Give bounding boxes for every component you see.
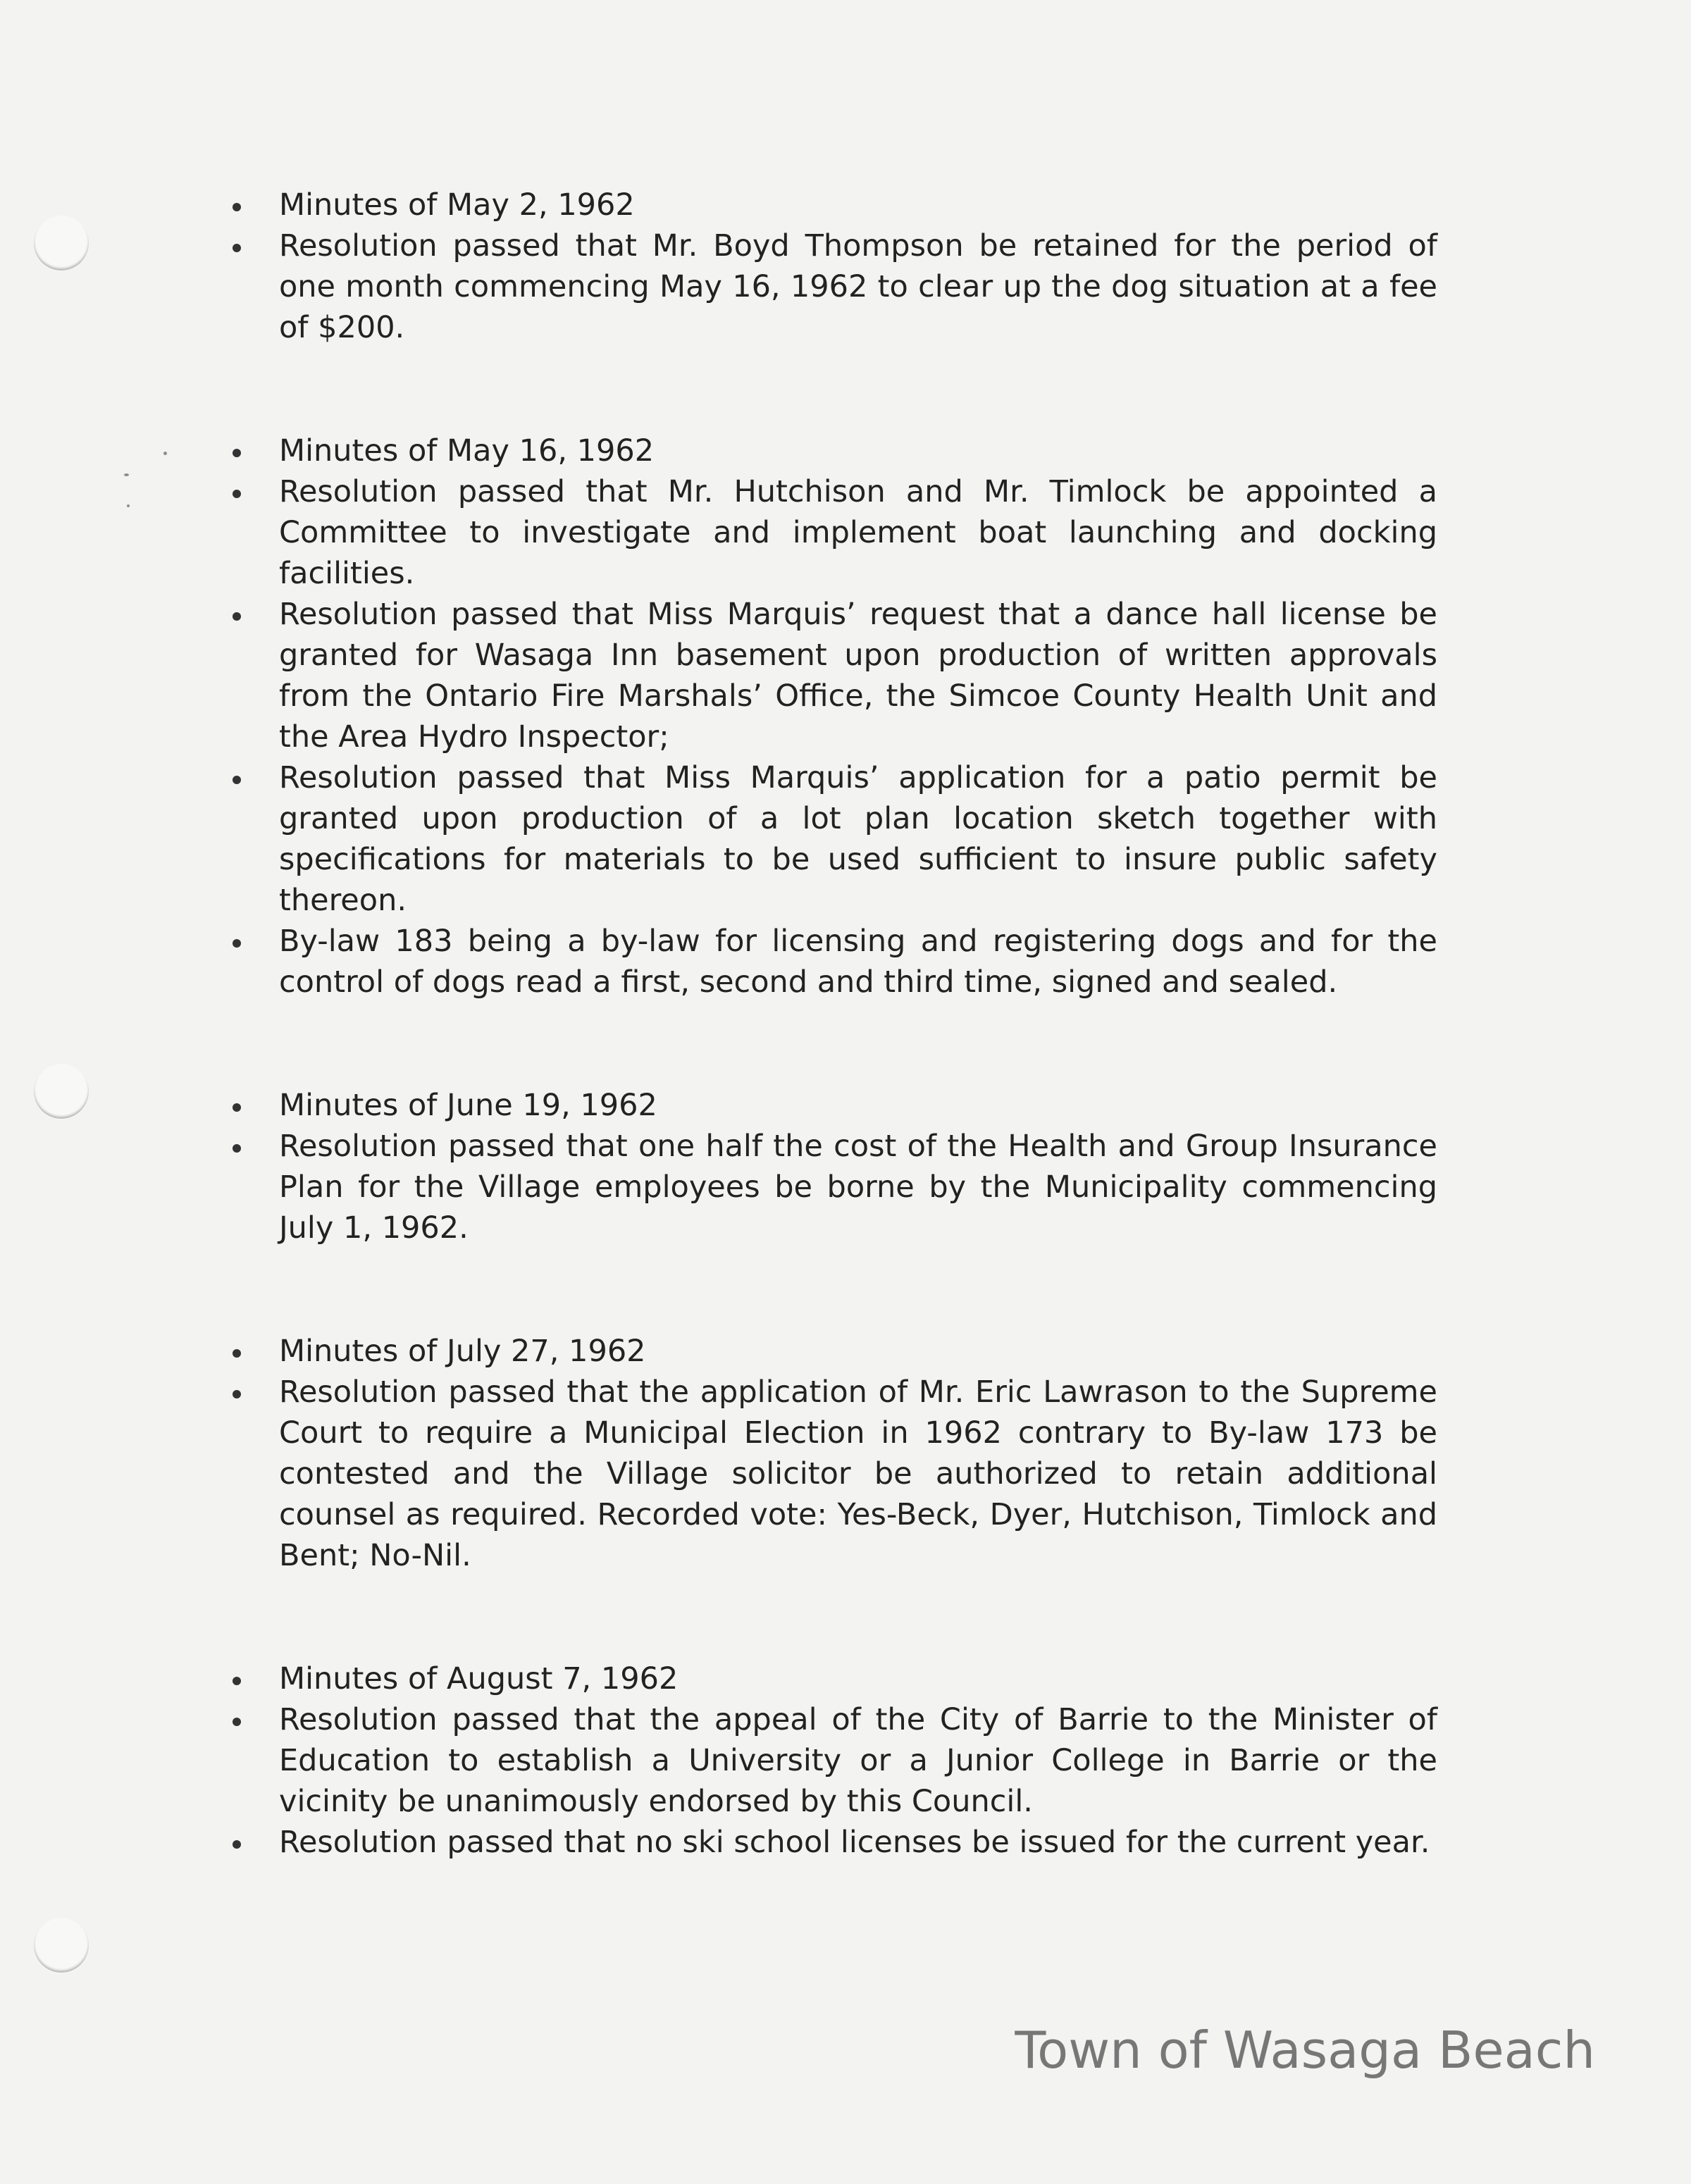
bullet-item: Minutes of May 16, 1962 xyxy=(225,430,1437,471)
minutes-section-august-7 xyxy=(225,1658,1437,1863)
bullet-item: Resolution passed that Miss Marquis’ request that a dance hall license be granted for Wasaga Inn basement upon production of written approvals from the Ontario Fire Marshals’ Office, the Simcoe County Health Unit and the Area Hydro Inspector; xyxy=(225,594,1437,757)
bullet-item: Minutes of July 27, 1962 xyxy=(225,1331,1437,1372)
bullet-item: Resolution passed that Miss Marquis’ application for a patio permit be granted upon production of a lot plan location sketch together with specifications for materials to be used sufficient to insure public safety thereon. xyxy=(225,757,1437,921)
punch-hole xyxy=(34,1064,89,1119)
bullet-item: Resolution passed that no ski school licenses be issued for the current year. xyxy=(225,1822,1437,1863)
minutes-document xyxy=(225,185,1437,1863)
bullet-item: By-law 183 being a by-law for licensing and registering dogs and for the control of dogs read a first, second and third time, signed and sealed. xyxy=(225,921,1437,1003)
bullet-item: Resolution passed that Mr. Boyd Thompson be retained for the period of one month commencing May 16, 1962 to clear up the dog situation at a fee of $200. xyxy=(225,225,1437,348)
minutes-section-may-2 xyxy=(225,185,1437,348)
paper-speck xyxy=(124,473,129,476)
bullet-item: Minutes of June 19, 1962 xyxy=(225,1085,1437,1126)
paper-speck xyxy=(163,452,167,455)
minutes-section-june-19 xyxy=(225,1085,1437,1248)
bullet-item: Minutes of May 2, 1962 xyxy=(225,185,1437,225)
punch-hole xyxy=(34,216,89,271)
bullet-item: Resolution passed that the appeal of the City of Barrie to the Minister of Education to establish a University or a Junior College in Barrie or the vicinity be unanimously endorsed by this Council. xyxy=(225,1699,1437,1822)
punch-hole xyxy=(34,1918,89,1973)
bullet-item: Resolution passed that Mr. Hutchison and Mr. Timlock be appointed a Committee to investigate and implement boat launching and docking facilities. xyxy=(225,471,1437,594)
bullet-item: Minutes of August 7, 1962 xyxy=(225,1658,1437,1699)
minutes-section-may-16 xyxy=(225,430,1437,1003)
watermark-text: Town of Wasaga Beach xyxy=(1015,2021,1595,2080)
bullet-item: Resolution passed that one half the cost of the Health and Group Insurance Plan for the Village employees be borne by the Municipality commencing July 1, 1962. xyxy=(225,1126,1437,1248)
paper-speck xyxy=(127,504,130,507)
minutes-section-july-27 xyxy=(225,1331,1437,1576)
bullet-item: Resolution passed that the application of Mr. Eric Lawrason to the Supreme Court to require a Municipal Election in 1962 contrary to By-law 173 be contested and the Village solicitor be authorized to retain additional counsel as required. Recorded vote: Yes-Beck, Dyer, Hutchison, Timlock and Bent; No-Nil. xyxy=(225,1372,1437,1576)
